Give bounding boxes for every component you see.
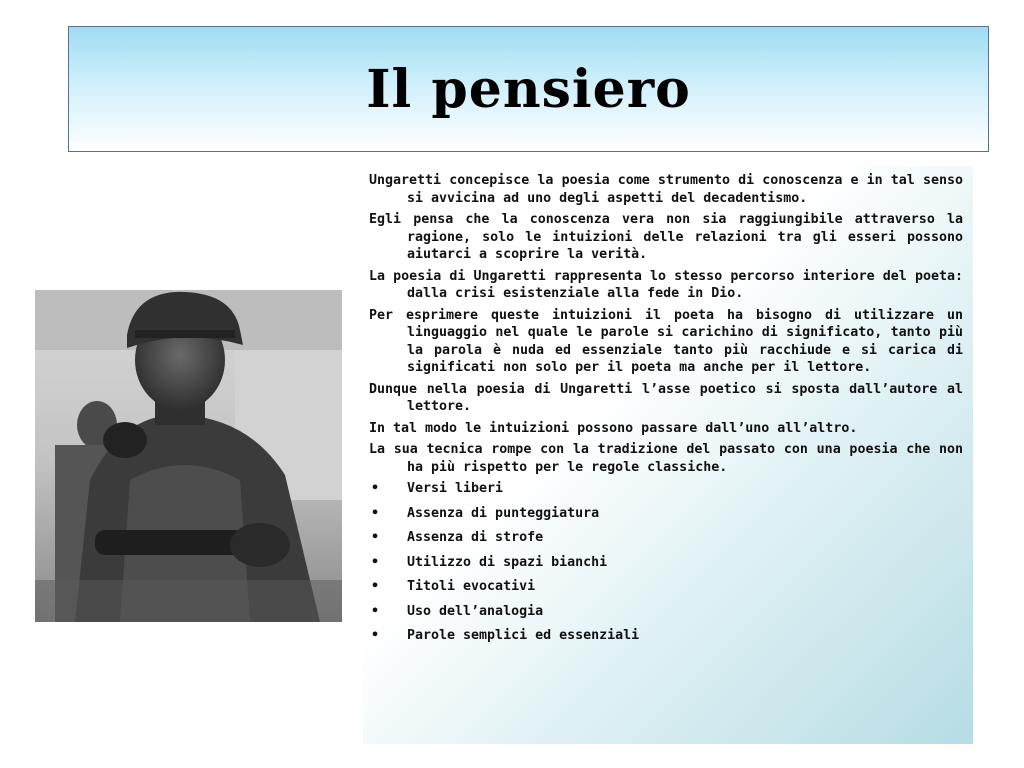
soldier-portrait-image	[35, 290, 342, 622]
paragraph-3: La poesia di Ungaretti rappresenta lo stesso percorso interiore del poeta: dalla crisi esistenziale alla fede in Dio.	[369, 268, 963, 301]
list-item-text: Titoli evocativi	[407, 579, 536, 594]
bullet-icon: •	[371, 603, 380, 619]
list-item	[369, 603, 963, 621]
technique-list	[369, 480, 963, 645]
paragraph-7: La sua tecnica rompe con la tradizione del passato con una poesia che non ha più rispetto per le regole classiche.	[369, 442, 963, 475]
bullet-icon: •	[371, 579, 380, 594]
slide-title: Il pensiero	[366, 58, 691, 120]
bullet-icon: •	[371, 554, 380, 570]
paragraph-4: Per esprimere queste intuizioni il poeta ha bisogno di utilizzare un linguaggio nel quale le parole si carichino di significato, tanto più la parola è nuda ed essenziale tanto più racchiude e si carica di significati non solo per il poeta ma anche per il lettore.	[369, 307, 963, 375]
list-item	[369, 627, 963, 645]
bullet-icon: •	[371, 481, 380, 496]
paragraph-1: Ungaretti concepisce la poesia come strumento di conoscenza e in tal senso si avvicina ad uno degli aspetti del decadentismo.	[369, 173, 963, 206]
list-item-text: Utilizzo di spazi bianchi	[407, 554, 608, 570]
list-item-text: Assenza di strofe	[407, 530, 544, 545]
list-item-text: Uso dell’analogia	[407, 603, 544, 619]
content-panel	[363, 166, 973, 744]
bullet-icon: •	[371, 628, 380, 643]
list-item-text: Versi liberi	[407, 481, 504, 496]
portrait-photo	[35, 290, 342, 622]
bullet-icon: •	[371, 530, 380, 545]
paragraph-6: In tal modo le intuizioni possono passare dall’uno all’altro.	[369, 420, 858, 436]
list-item-text: Assenza di punteggiatura	[407, 505, 600, 521]
list-item	[369, 480, 963, 498]
paragraph-5: Dunque nella poesia di Ungaretti l’asse poetico si sposta dall’autore al lettore.	[369, 381, 963, 414]
list-item-text: Parole semplici ed essenziali	[407, 628, 640, 643]
title-banner	[68, 26, 989, 152]
list-item	[369, 578, 963, 596]
list-item	[369, 505, 963, 523]
list-item	[369, 529, 963, 547]
paragraph-2: Egli pensa che la conoscenza vera non sia raggiungibile attraverso la ragione, solo le intuizioni delle relazioni tra gli esseri possono aiutarci a scoprire la verità.	[369, 212, 963, 262]
bullet-icon: •	[371, 505, 380, 521]
list-item	[369, 554, 963, 572]
